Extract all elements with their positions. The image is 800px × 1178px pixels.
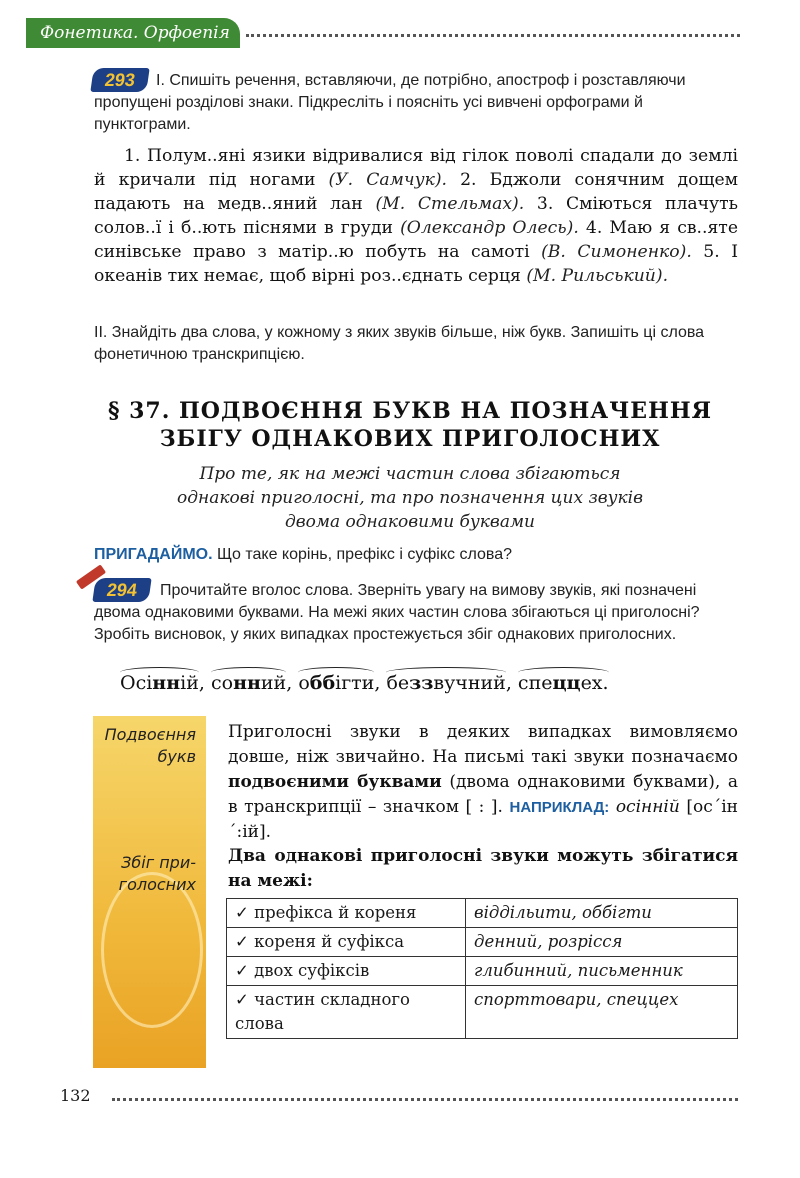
sidebar-note-doubling: Подвоєння букв bbox=[104, 725, 196, 766]
sentence-3-author: (Олександр Олесь). bbox=[400, 218, 579, 238]
table-cell-boundary: ✓ префікса й кореня bbox=[227, 899, 466, 928]
table-row bbox=[227, 899, 738, 928]
exercise-294-task: Прочитайте вголос слова. Зверніть увагу на вимову звуків, які позначені двома однаковими буквами. На межі яких частин слова збігаються ці приголосні? Зробіть висновок, у яких випадках простежується збіг однакових приголосних. bbox=[94, 582, 700, 643]
word-item: оббігти bbox=[298, 672, 375, 694]
word-item: беззвучний bbox=[386, 672, 506, 694]
sidebar-note-clash: Збіг при- голосних bbox=[118, 853, 196, 894]
exercise-number-badge: 294 bbox=[92, 578, 151, 602]
table-cell-boundary: ✓ частин складного слова bbox=[227, 986, 466, 1039]
section-subtitle-line-3: двома однаковими буквами bbox=[284, 512, 536, 532]
example-words: Осінній, сонний, оббігти, беззвучний, спеццех. bbox=[120, 672, 609, 694]
remember-question: Що таке корінь, префікс і суфікс слова? bbox=[212, 546, 513, 563]
table-cell-examples: віддільити, оббігти bbox=[466, 899, 738, 928]
sentence-5-author: (М. Рильський). bbox=[526, 266, 669, 286]
table-cell-examples: спорттовари, спеццех bbox=[466, 986, 738, 1039]
word-item: сонний bbox=[210, 672, 287, 694]
exercise-number-badge: 293 bbox=[90, 68, 149, 92]
table-cell-boundary: ✓ двох суфіксів bbox=[227, 957, 466, 986]
table-row bbox=[227, 986, 738, 1039]
rule-paragraph: Приголосні звуки в деяких випадках вимовляємо довше, ніж звичайно. На письмі такі звуки позначаємо подвоєними буквами (двома однаковими буквами), а в транскрипції – значком [ : ]. НАПРИКЛАД: осінній [ос´ін´:ій]. bbox=[228, 722, 738, 842]
header-divider bbox=[246, 34, 740, 37]
sentence-4-author: (В. Симоненко). bbox=[541, 242, 692, 262]
remember-line bbox=[94, 544, 740, 566]
table-row bbox=[227, 928, 738, 957]
sentence-3: 3. Сміються плачуть солов..ї і б..ють піснями в груди bbox=[94, 194, 738, 238]
rule-bold-term: подвоєними буквами bbox=[228, 772, 442, 792]
page-number: 132 bbox=[60, 1086, 91, 1105]
table-row bbox=[227, 957, 738, 986]
example-transcription: [ос´ін´:ій]. bbox=[228, 797, 738, 842]
footer-divider bbox=[112, 1098, 738, 1101]
section-header-tab: Фонетика. Орфоепія bbox=[26, 18, 240, 48]
table-cell-boundary: ✓ кореня й суфікса bbox=[227, 928, 466, 957]
sentence-1: 1. Полум..яні язики відривалися від гілок поволі спадали до землі й кричали під ногами bbox=[94, 146, 738, 190]
remember-label: ПРИГАДАЙМО. bbox=[94, 546, 213, 563]
section-title-line-1: § 37. ПОДВОЄННЯ БУКВ НА ПОЗНАЧЕННЯ bbox=[107, 398, 713, 424]
rule-heading: Два однакові приголосні звуки можуть збігатися на межі: bbox=[228, 846, 738, 891]
example-word: осінній bbox=[609, 797, 680, 817]
sentence-5: 5. І океанів тих немає, щоб вірні роз..єднать серця bbox=[94, 242, 738, 286]
exercise-293-sentences bbox=[94, 144, 738, 288]
section-title-line-2: ЗБІГУ ОДНАКОВИХ ПРИГОЛОСНИХ bbox=[159, 426, 661, 452]
sentence-2-author: (М. Стельмах). bbox=[375, 194, 525, 214]
boundary-table bbox=[226, 898, 738, 1039]
section-subtitle-line-1: Про те, як на межі частин слова збігаються bbox=[199, 464, 621, 484]
rule-sidebar bbox=[93, 716, 206, 1068]
table-cell-examples: глибинний, письменник bbox=[466, 957, 738, 986]
word-item: спеццех. bbox=[517, 672, 609, 694]
table-cell-examples: денний, розрісся bbox=[466, 928, 738, 957]
section-subtitle-line-2: однакові приголосні, та про позначення цих звуків bbox=[176, 488, 643, 508]
exercise-293-task-1: І. Спишіть речення, вставляючи, де потрібно, апостроф і розставляючи пропущені розділові знаки. Підкресліть і поясніть усі вивчені орфограми й пунктограми. bbox=[94, 72, 686, 133]
sentence-4: 4. Маю я св..яте синівське право з матір..ю побуть на самоті bbox=[94, 218, 738, 262]
exercise-293-task-2: ІІ. Знайдіть два слова, у кожному з яких звуків більше, ніж букв. Запишіть ці слова фонетичною транскрипцією. bbox=[94, 324, 705, 363]
sentence-2: 2. Бджоли сонячним дощем падають на медв..яний лан bbox=[94, 170, 738, 214]
example-label: НАПРИКЛАД: bbox=[509, 799, 610, 816]
sentence-1-author: (У. Самчук). bbox=[328, 170, 447, 190]
word-item: Осінній bbox=[120, 672, 199, 694]
